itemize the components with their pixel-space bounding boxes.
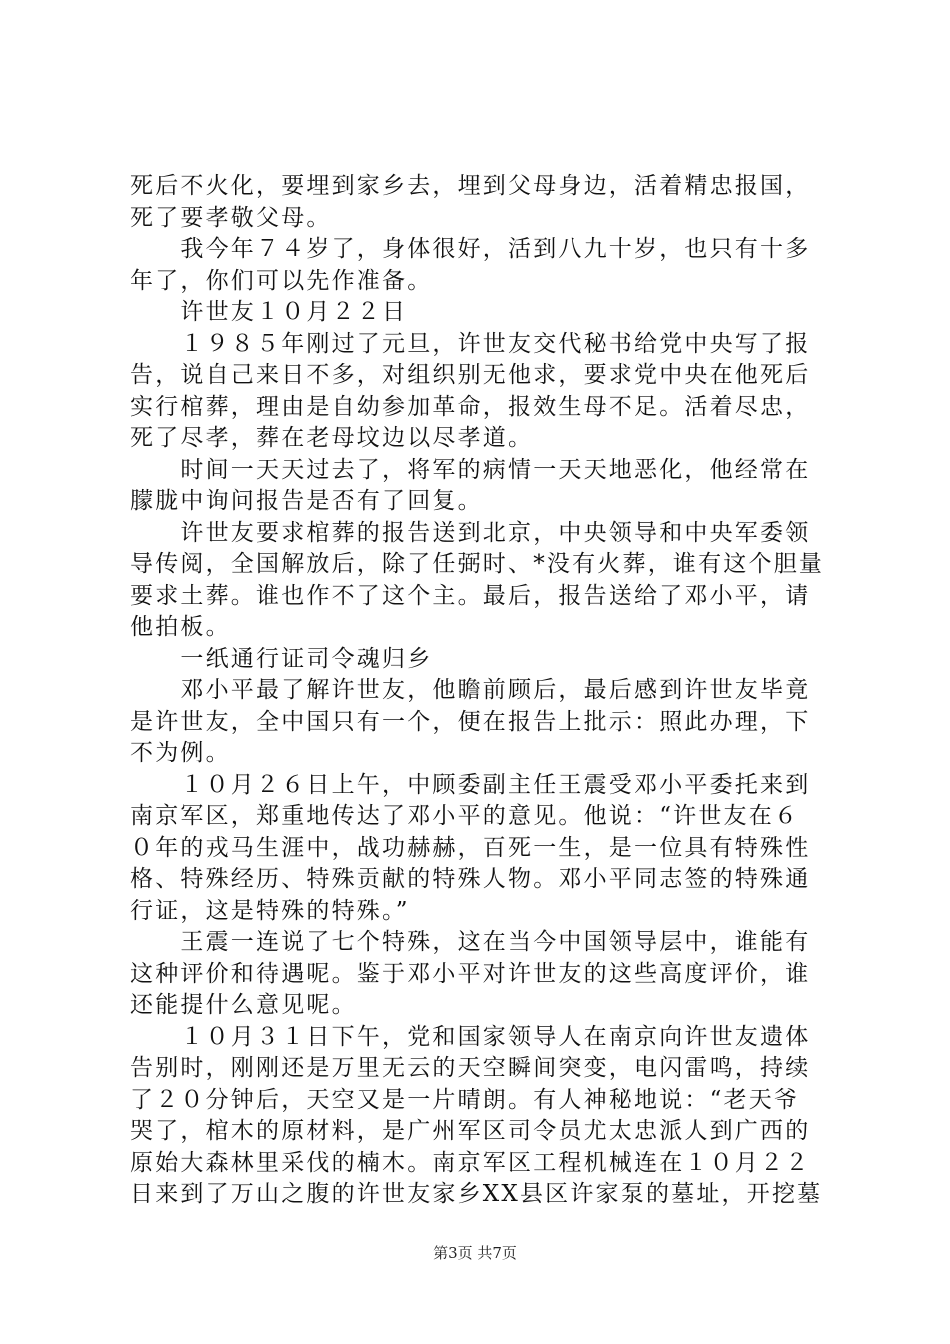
text-line: 一纸通行证司令魂归乡 xyxy=(130,645,433,672)
text-line: 我今年７４岁了，身体很好，活到八九十岁，也只有十多 xyxy=(130,236,811,262)
text-line: 了２０分钟后，天空又是一片晴朗。有人神秘地说：“老天爷 xyxy=(130,1086,800,1113)
text-line: 要求土葬。谁也作不了这个主。最后，报告送给了邓小平，请 xyxy=(130,582,811,609)
text-line: 导传阅，全国解放后，除了任弼时、*没有火葬，谁有这个胆量 xyxy=(130,551,825,577)
text-line: 是许世友，全中国只有一个，便在报告上批示：照此办理，下 xyxy=(130,708,811,735)
text-line: 许世友１０月２２日 xyxy=(130,299,408,325)
text-line: 告别时，刚刚还是万里无云的天空瞬间突变，电闪雷鸣，持续 xyxy=(130,1055,811,1081)
document-body xyxy=(130,171,830,1211)
text-line: 原始大森林里采伐的楠木。南京军区工程机械连在１０月２２ xyxy=(130,1149,811,1176)
page-footer xyxy=(0,1243,950,1263)
text-line: 死了要孝敬父母。 xyxy=(130,204,332,231)
text-line: 还能提什么意见呢。 xyxy=(130,992,357,1018)
text-line: 行证，这是特殊的特殊。” xyxy=(130,897,410,924)
text-line: 告，说自己来日不多，对组织别无他求，要求党中央在他死后 xyxy=(130,362,811,388)
text-line: 日来到了万山之腹的许世友家乡XX县区许家泵的墓址，开挖墓 xyxy=(130,1181,823,1207)
text-line: １９８５年刚过了元旦，许世友交代秘书给党中央写了报 xyxy=(130,330,811,357)
text-line: 格、特殊经历、特殊贡献的特殊人物。邓小平同志签的特殊通 xyxy=(130,866,811,892)
text-line: 年了，你们可以先作准备。 xyxy=(130,267,433,294)
text-line: 这种评价和待遇呢。鉴于邓小平对许世友的这些高度评价，谁 xyxy=(130,960,811,987)
text-line: 邓小平最了解许世友，他瞻前顾后，最后感到许世友毕竟 xyxy=(130,677,811,703)
text-line: 不为例。 xyxy=(130,740,231,766)
text-line: 死了尽孝，葬在老母坟边以尽孝道。 xyxy=(130,425,534,451)
text-line: 他拍板。 xyxy=(130,614,231,640)
text-line: 死后不火化，要埋到家乡去，埋到父母身边，活着精忠报国， xyxy=(130,173,811,199)
text-line: 时间一天天过去了，将军的病情一天天地恶化，他经常在 xyxy=(130,456,811,483)
text-line: 许世友要求棺葬的报告送到北京，中央领导和中央军委领 xyxy=(130,519,811,546)
page-number-label: 第3页 共7页 xyxy=(433,1244,517,1262)
text-line: 哭了，棺木的原材料，是广州军区司令员尤太忠派人到广西的 xyxy=(130,1118,811,1144)
text-line: 南京军区，郑重地传达了邓小平的意见。他说：“许世友在６ xyxy=(130,803,800,829)
text-line: １０月２６日上午，中顾委副主任王震受邓小平委托来到 xyxy=(130,771,811,798)
text-line: 王震一连说了七个特殊，这在当今中国领导层中，谁能有 xyxy=(130,929,811,955)
text-line: １０月３１日下午，党和国家领导人在南京向许世友遗体 xyxy=(130,1023,811,1050)
text-line: 实行棺葬，理由是自幼参加革命，报效生母不足。活着尽忠， xyxy=(130,393,811,420)
text-line: 朦胧中询问报告是否有了回复。 xyxy=(130,488,483,514)
text-line: ０年的戎马生涯中，战功赫赫，百死一生，是一位具有特殊性 xyxy=(130,834,811,861)
